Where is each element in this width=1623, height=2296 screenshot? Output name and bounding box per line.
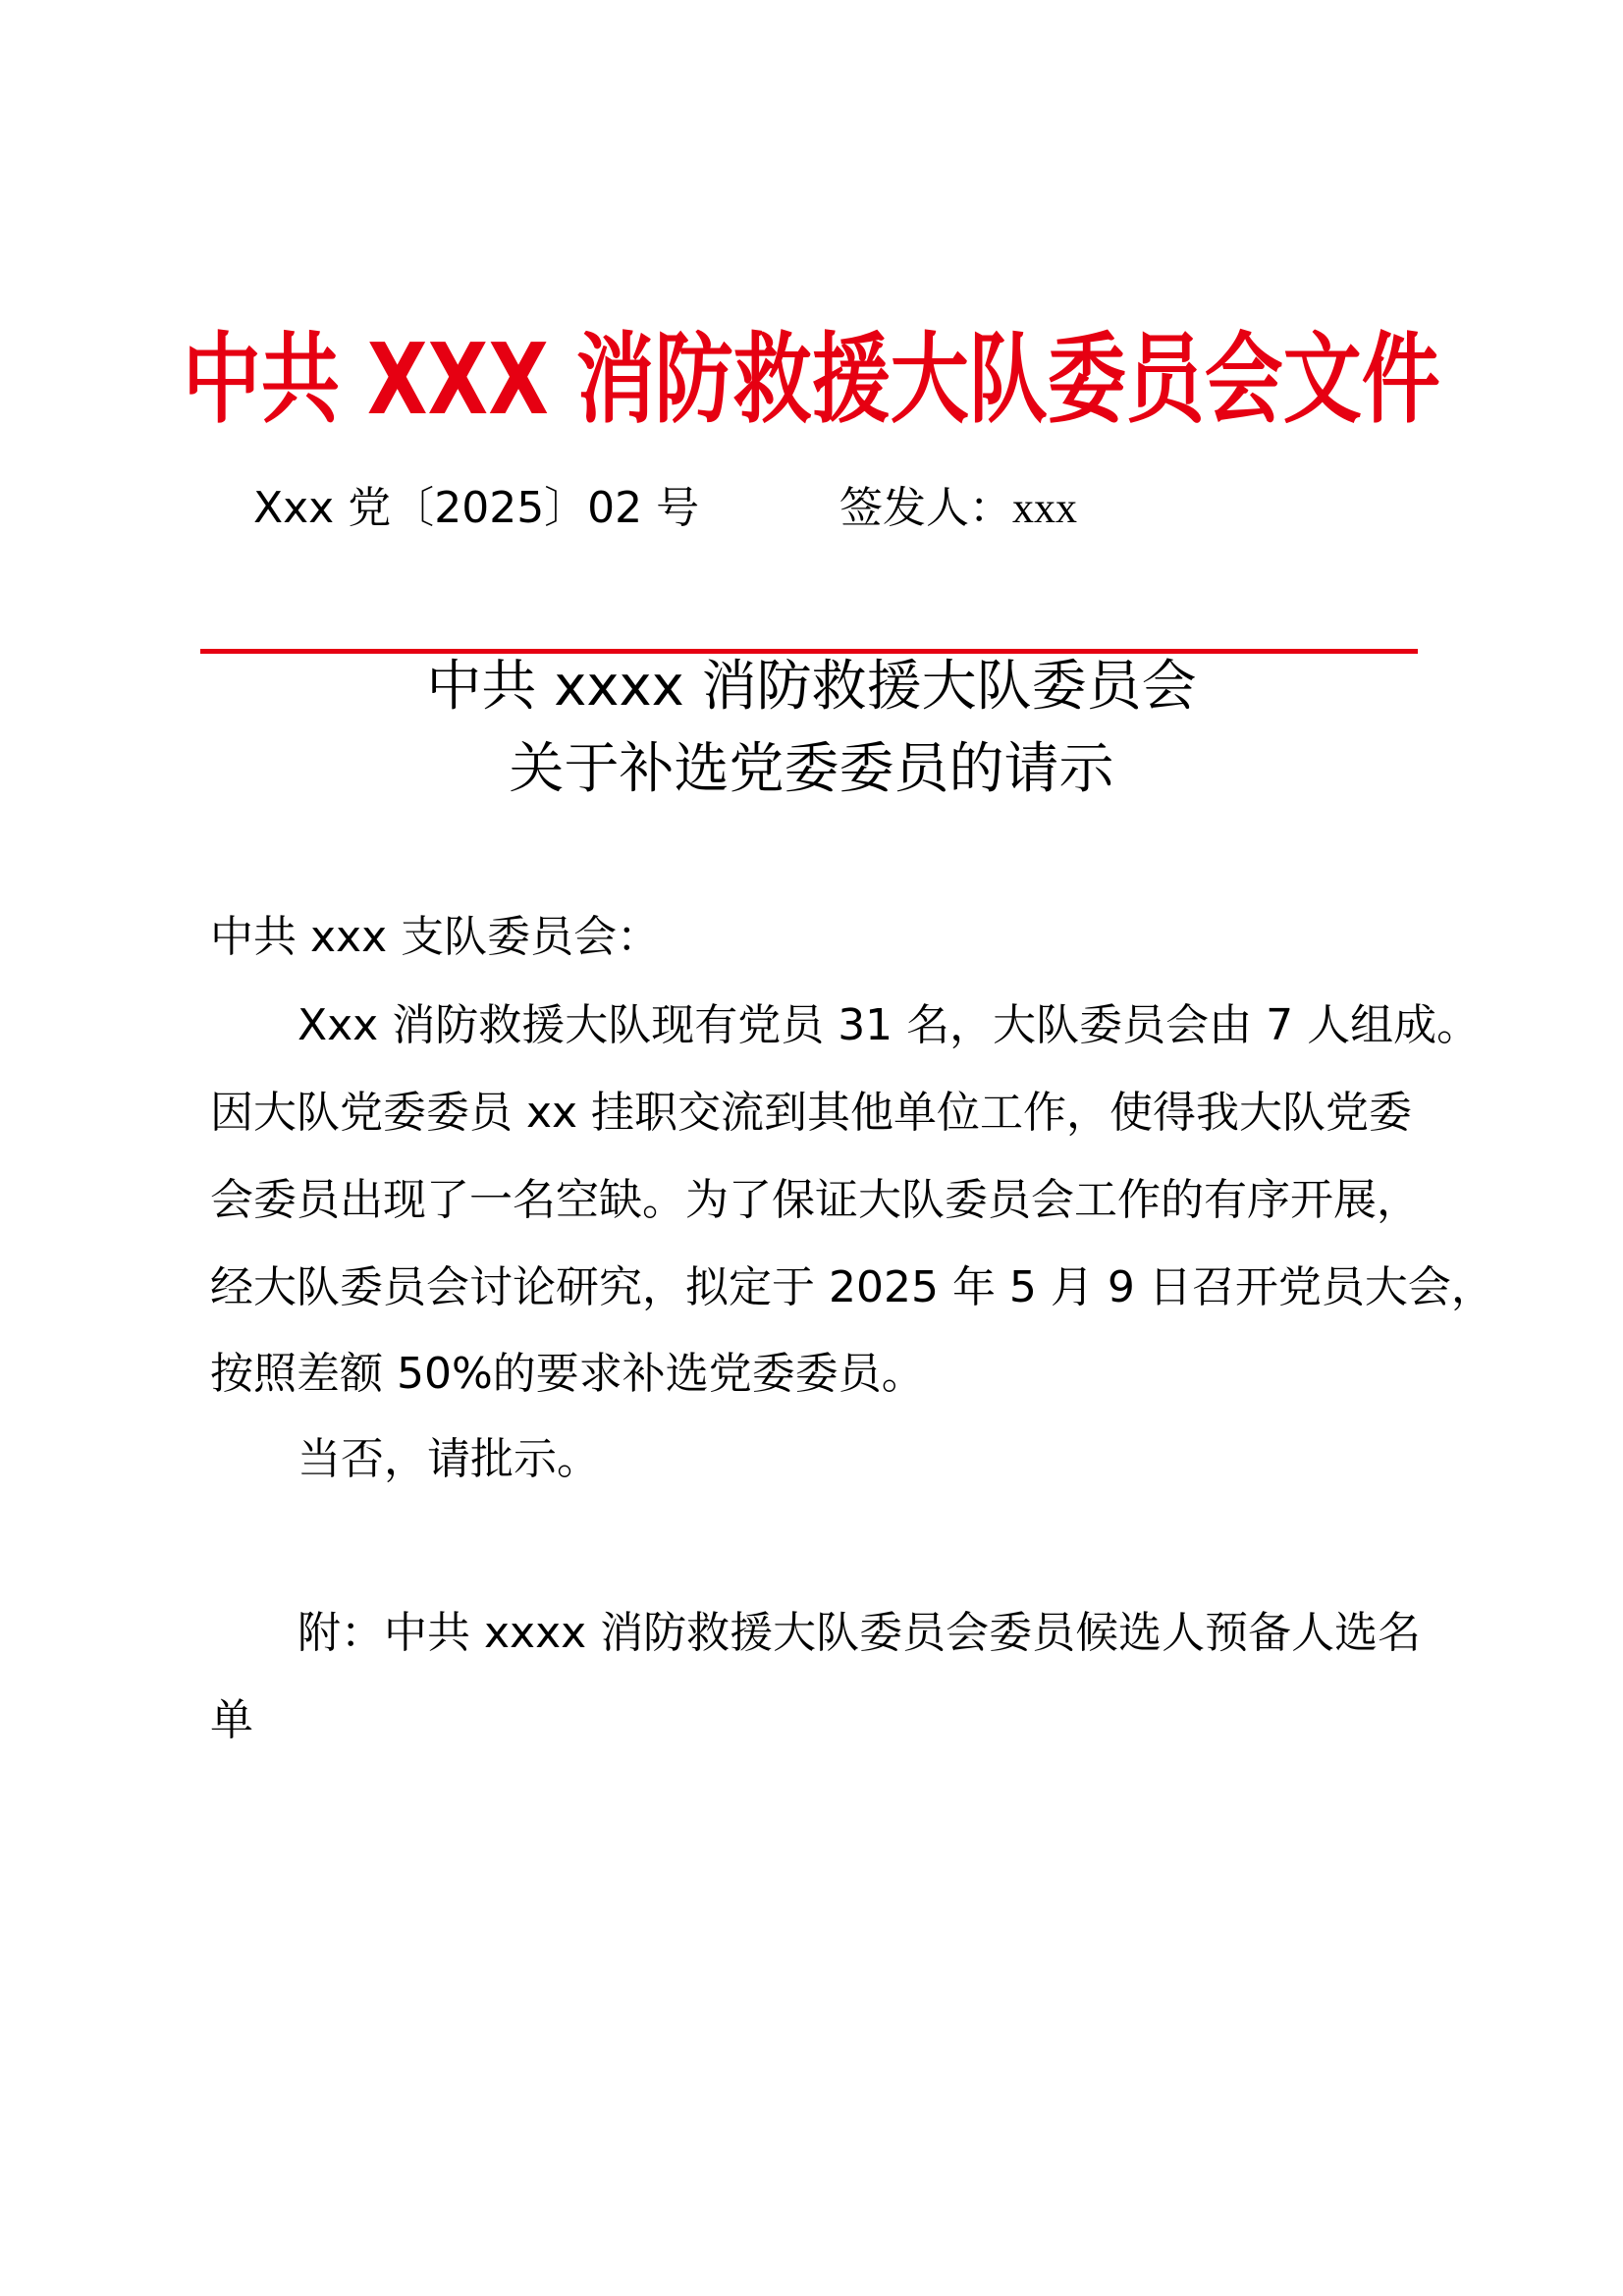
salutation: 中共 xxx 支队委员会：	[210, 912, 661, 962]
closing-request: 当否，请批示。	[298, 1434, 600, 1484]
document-header-title: 中共 XXX 消防救援大队委员会文件	[183, 322, 1440, 437]
issuer-line	[839, 479, 1077, 538]
body-line: 会委员出现了一名空缺。为了保证大队委员会工作的有序开展，	[210, 1175, 1420, 1225]
attachment-line: 附：中共 xxxx 消防救援大队委员会委员候选人预备人选名	[298, 1608, 1422, 1658]
document-number: Xxx 党〔2025〕02 号	[253, 483, 700, 533]
document-title-line-1: 中共 xxxx 消防救援大队委员会	[426, 655, 1197, 719]
issuer-name: xxx	[1012, 484, 1077, 532]
body-line: Xxx 消防救援大队现有党员 31 名，大队委员会由 7 人组成。	[298, 1000, 1481, 1050]
body-line: 经大队委员会讨论研究，拟定于 2025 年 5 月 9 日召开党员大会，	[210, 1262, 1494, 1312]
body-line: 按照差额 50%的要求补选党委委员。	[210, 1349, 925, 1399]
body-line: 因大队党委委员 xx 挂职交流到其他单位工作，使得我大队党委	[210, 1088, 1413, 1138]
document-title-line-2: 关于补选党委委员的请示	[509, 737, 1114, 801]
issuer-label: 签发人：	[839, 483, 1012, 533]
attachment-line-continued: 单	[210, 1695, 253, 1745]
